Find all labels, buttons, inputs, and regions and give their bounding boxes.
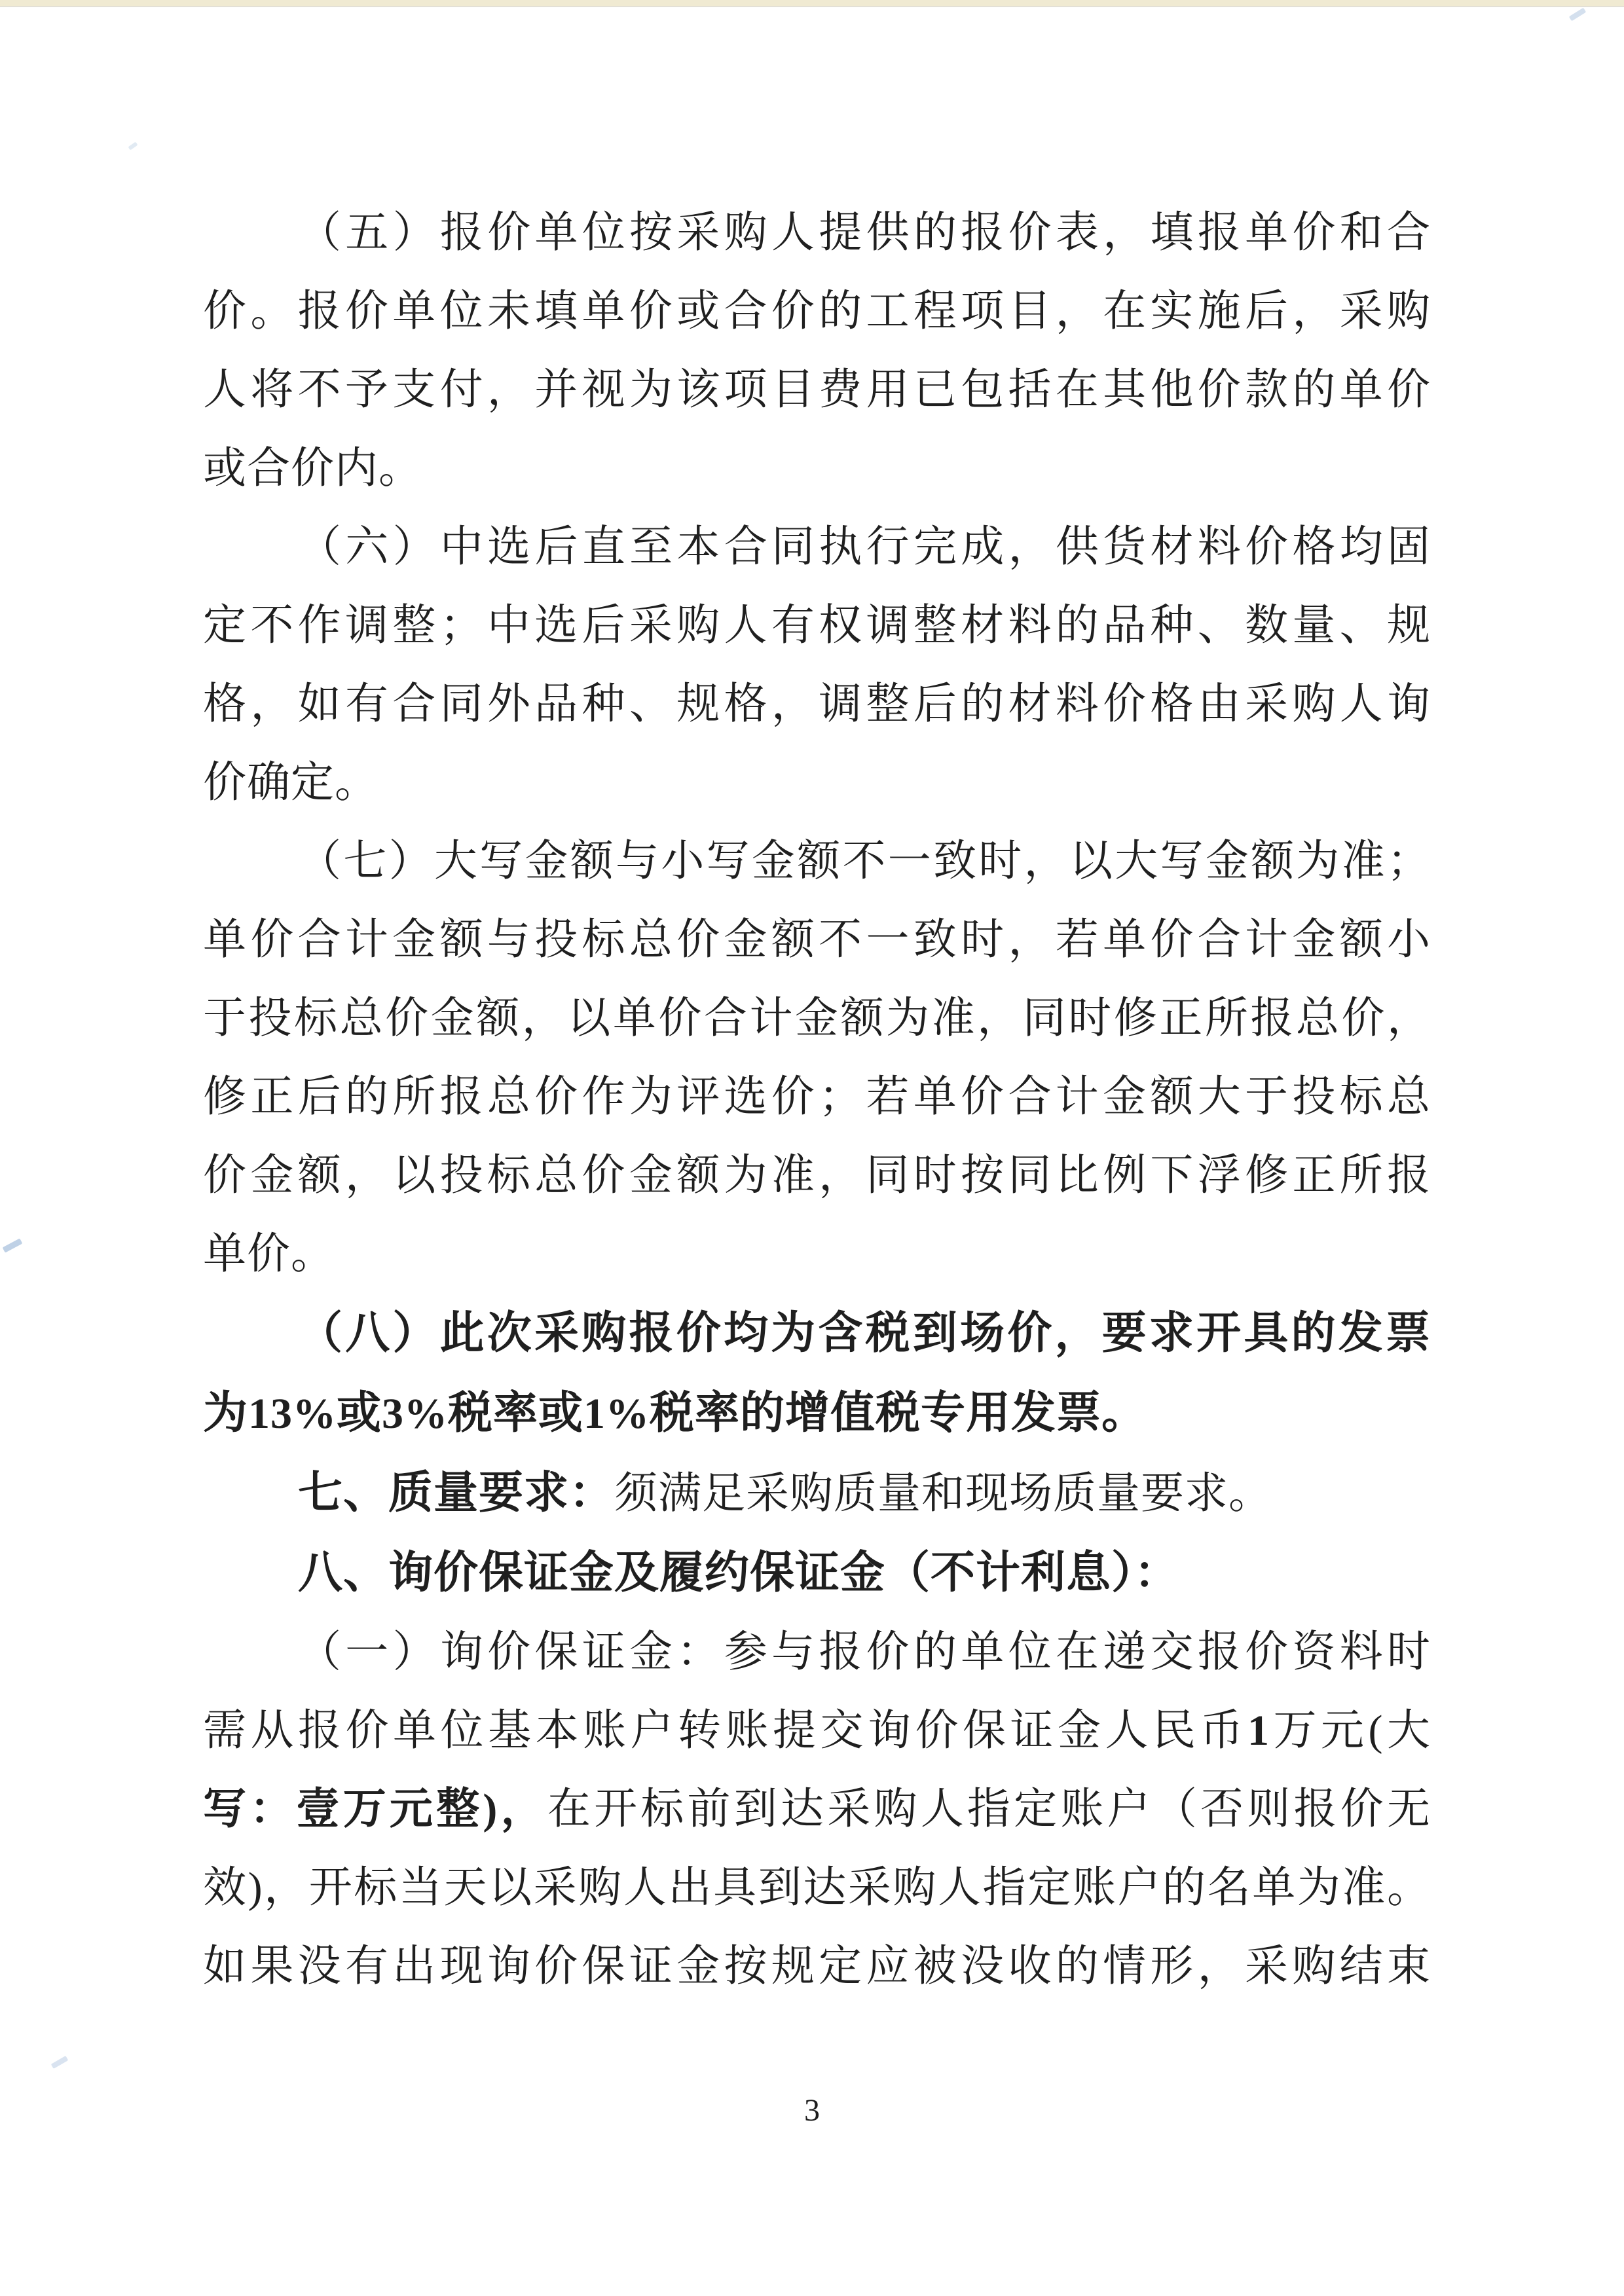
text-line	[203, 1294, 1431, 1374]
text-segment: （七）大写金额与小写金额不一致时，以大写金额为准；	[298, 837, 1431, 885]
text-segment: 3%	[382, 1390, 449, 1438]
text-segment: （一）询价保证金：参与报价的单位在递交报价资料时	[298, 1628, 1431, 1676]
text-line	[203, 744, 1431, 822]
text-segment: 税率或	[448, 1388, 584, 1438]
text-line	[203, 1692, 1431, 1770]
text-segment: 价确定。	[203, 759, 378, 807]
scan-artifact-top-left	[128, 142, 138, 151]
text-segment: 税率的增值税专用发票。	[650, 1388, 1147, 1438]
text-segment: 需从报价单位基本账户转账提交询价保证金人民币	[203, 1707, 1248, 1755]
text-segment: 七、质量要求：	[298, 1468, 615, 1518]
text-line	[203, 272, 1431, 351]
text-line	[203, 351, 1431, 429]
text-line	[203, 1849, 1431, 1927]
text-segment: 定不作调整；中选后采购人有权调整材料的品种、数量、规	[203, 602, 1431, 649]
page-number: 3	[804, 2093, 820, 2128]
text-segment: 万元(大	[1270, 1707, 1431, 1755]
text-line	[203, 1215, 1431, 1294]
text-segment: 价。报价单位未填单价或合价的工程项目，在实施后，采购	[203, 287, 1431, 335]
text-line	[203, 822, 1431, 901]
text-segment: 格，如有合同外品种、规格，调整后的材料价格由采购人询	[203, 680, 1431, 728]
text-segment: 价金额，以投标总价金额为准，同时按同比例下浮修正所报	[203, 1152, 1431, 1199]
text-line	[203, 508, 1431, 587]
text-segment: （六）中选后直至本合同执行完成，供货材料价格均固	[298, 523, 1431, 571]
scan-artifact-bottom-left	[51, 2056, 69, 2069]
text-segment: 单价。	[203, 1230, 335, 1278]
text-segment: 单价合计金额与投标总价金额不一致时，若单价合计金额小	[203, 916, 1431, 964]
text-line	[203, 429, 1431, 508]
scan-artifact-top-right	[1569, 8, 1586, 22]
text-segment: 13%	[248, 1390, 337, 1438]
text-line	[203, 1613, 1431, 1692]
text-line	[203, 1374, 1431, 1453]
text-line	[203, 1927, 1431, 2006]
text-segment: 如果没有出现询价保证金按规定应被没收的情形，采购结束	[203, 1942, 1431, 1990]
text-segment: 于投标总价金额，以单价合计金额为准，同时修正所报总价，	[203, 994, 1431, 1042]
text-line	[203, 979, 1431, 1058]
text-line	[203, 1533, 1431, 1613]
text-line	[203, 1453, 1431, 1533]
text-segment: 八、询价保证金及履约保证金（不计利息）：	[298, 1548, 1180, 1597]
scan-artifact-left-edge	[3, 1238, 23, 1252]
text-segment: 须满足采购质量和现场质量要求。	[614, 1470, 1273, 1518]
text-segment: 人将不予支付，并视为该项目费用已包括在其他价款的单价	[203, 366, 1431, 414]
text-line	[203, 587, 1431, 665]
text-line	[203, 194, 1431, 272]
text-segment: 效)，开标当天以采购人出具到达采购人指定账户的名单为准。	[203, 1864, 1431, 1912]
text-line	[203, 901, 1431, 979]
text-segment: 在开标前到达采购人指定账户（否则报价无	[547, 1785, 1431, 1833]
text-line	[203, 1137, 1431, 1215]
text-segment: 1	[1247, 1707, 1270, 1755]
text-segment: （五）报价单位按采购人提供的报价表，填报单价和合	[298, 209, 1431, 257]
text-segment: 或合价内。	[203, 445, 422, 492]
text-segment: 修正后的所报总价作为评选价；若单价合计金额大于投标总	[203, 1073, 1431, 1121]
scan-edge-strip	[0, 0, 1624, 7]
text-segment: 为	[203, 1388, 249, 1438]
text-line	[203, 1058, 1431, 1137]
text-segment: （八）此次采购报价均为含税到场价，要求开具的发票	[298, 1308, 1431, 1358]
document-body	[203, 194, 1431, 2006]
text-segment: 写：壹万元整)，	[203, 1785, 547, 1833]
text-line	[203, 1770, 1431, 1849]
text-segment: 1%	[583, 1390, 650, 1438]
text-segment: 或	[337, 1388, 382, 1438]
text-line	[203, 665, 1431, 744]
